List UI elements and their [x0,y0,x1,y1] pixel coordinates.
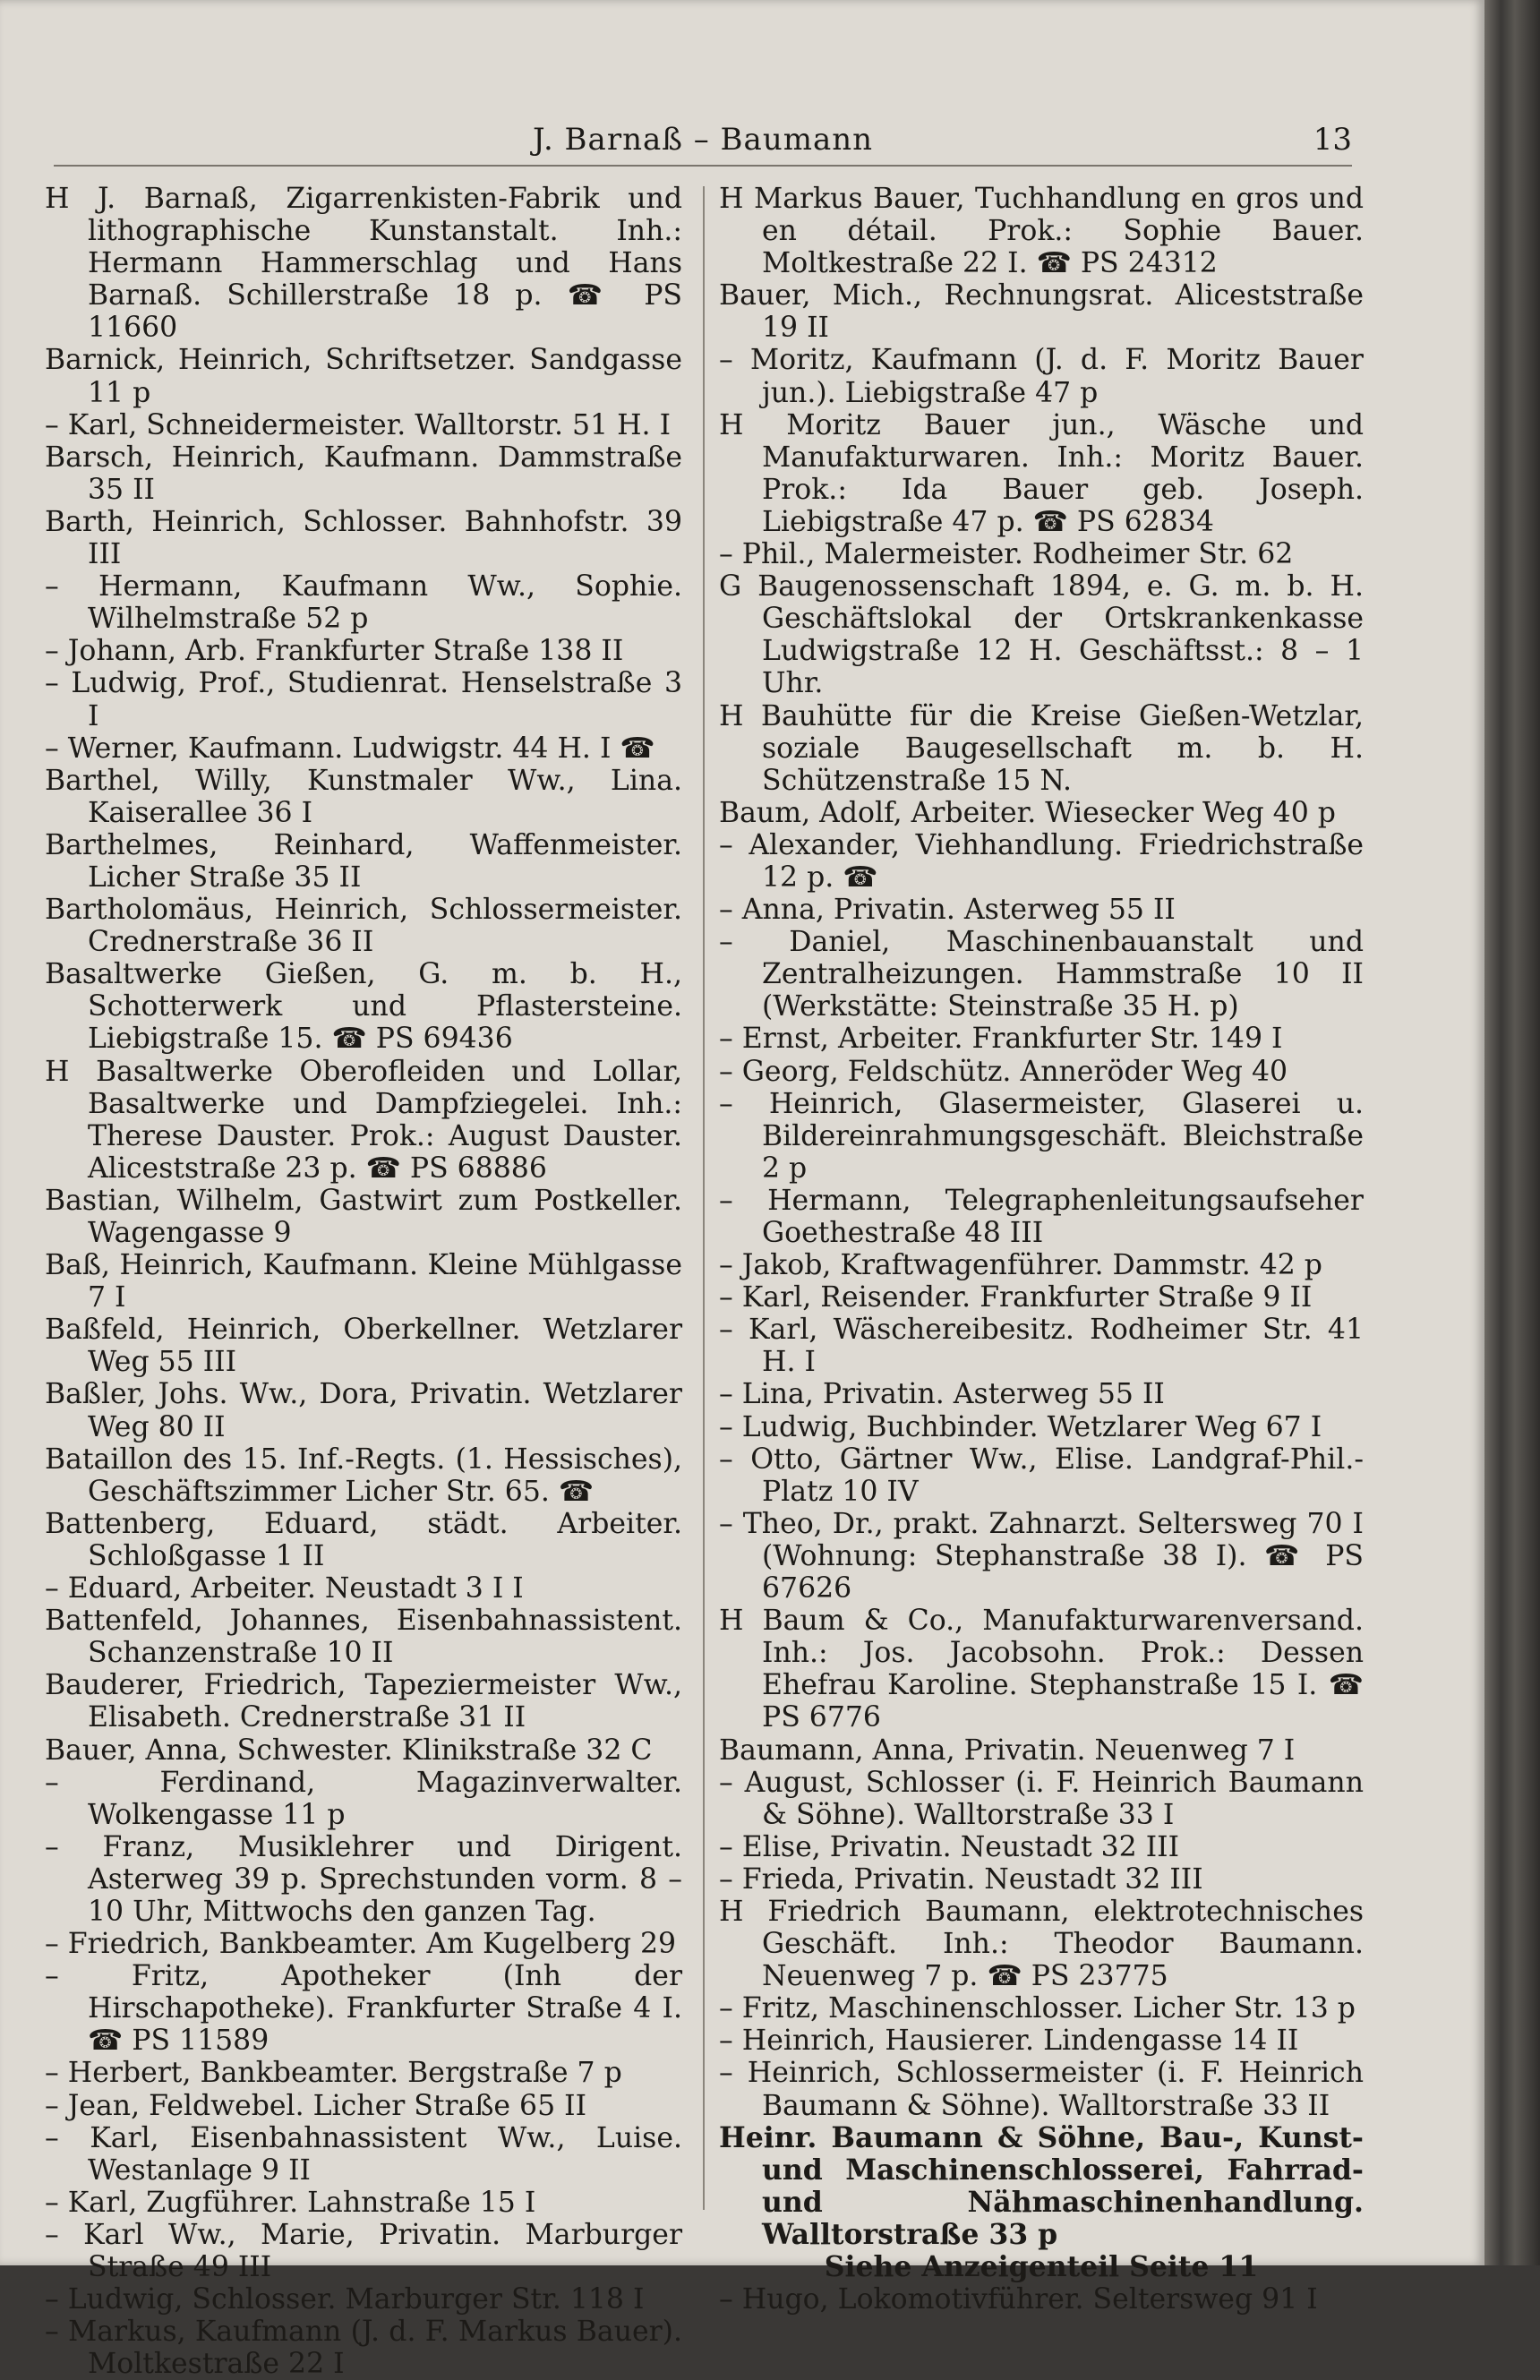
list-item: – Jean, Feldwebel. Licher Straße 65 II [45,2089,587,2122]
list-item: Bauderer, Friedrich, Tapeziermeister Ww., Elisabeth. Crednerstraße 31 II [45,1669,682,1734]
list-item: Bauer, Mich., Rechnungsrat. Aliceststraße 19 II [719,279,1364,345]
list-item: – Karl, Eisenbahnassistent Ww., Luise. Westanlage 9 II [45,2121,682,2187]
list-item: – Friedrich, Bankbeamter. Am Kugelberg 29 [45,1928,677,1961]
list-item: – Werner, Kaufmann. Ludwigstr. 44 H. I ☎ [45,732,655,765]
list-item: – Fritz, Maschinenschlosser. Licher Str. 13 p [719,1992,1356,2025]
list-item: Baß, Heinrich, Kaufmann. Kleine Mühlgasse 7 I [45,1249,682,1314]
list-item: H Markus Bauer, Tuchhandlung en gros und en détail. Prok.: Sophie Bauer. Moltkestraße 22 I. ☎ PS 24312 [719,183,1364,280]
list-item: Baumann, Anna, Privatin. Neuenweg 7 I [719,1734,1296,1767]
list-item: H J. Barnaß, Zigarrenkisten-Fabrik und lithographische Kunstanstalt. Inh.: Hermann Hammerschlag und Hans Barnaß. Schillerstraße 18 p. ☎ PS 11660 [45,183,682,345]
list-item: Bastian, Wilhelm, Gastwirt zum Postkeller. Wagengasse 9 [45,1184,682,1249]
list-item: H Baum & Co., Manufakturwarenversand. Inh.: Jos. Jacobsohn. Prok.: Dessen Ehefrau Karoline. Stephanstraße 15 I. ☎ PS 6776 [719,1605,1364,1734]
header-rule [54,165,1352,167]
list-item: – Moritz, Kaufmann (J. d. F. Moritz Bauer jun.). Liebigstraße 47 p [719,344,1364,409]
list-item: – Elise, Privatin. Neustadt 32 III [719,1830,1180,1863]
list-item: – Georg, Feldschütz. Anneröder Weg 40 [719,1055,1288,1088]
list-item: Barsch, Heinrich, Kaufmann. Dammstraße 35 II [45,441,682,506]
list-item: – Markus, Kaufmann (J. d. F. Markus Bauer). Moltkestraße 22 I [45,2316,682,2380]
left-column [45,183,682,2380]
page-header [54,115,1352,165]
list-item: H Moritz Bauer jun., Wäsche und Manufakturwaren. Inh.: Moritz Bauer. Prok.: Ida Bauer geb. Joseph. Liebigstraße 47 p. ☎ PS 62834 [719,408,1364,538]
page-title: J. Barnaß – Baumann [532,122,874,158]
list-item: – Theo, Dr., prakt. Zahnarzt. Seltersweg 70 I (Wohnung: Stephanstraße 38 I). ☎ PS 67626 [719,1507,1364,1605]
list-item: – Johann, Arb. Frankfurter Straße 138 II [45,635,624,668]
advertisement-reference: Siehe Anzeigenteil Seite 11 [824,2250,1259,2283]
list-item: Bartholomäus, Heinrich, Schlossermeister. Crednerstraße 36 II [45,894,682,959]
list-item: – Daniel, Maschinenbauanstalt und Zentralheizungen. Hammstraße 10 II (Werkstätte: Steinstraße 35 H. p) [719,926,1364,1023]
list-item: Baum, Adolf, Arbeiter. Wiesecker Weg 40 p [719,796,1336,829]
list-item: Battenfeld, Johannes, Eisenbahnassistent. Schanzenstraße 10 II [45,1605,682,1670]
list-item: – Ludwig, Prof., Studienrat. Henselstraße 3 I [45,667,682,732]
list-item: – Otto, Gärtner Ww., Elise. Landgraf-Phil.-Platz 10 IV [719,1443,1364,1508]
list-item: – Karl Ww., Marie, Privatin. Marburger Straße 49 III [45,2218,682,2283]
list-item: – August, Schlosser (i. F. Heinrich Baumann & Söhne). Walltorstraße 33 I [719,1766,1364,1831]
list-item: – Karl, Reisender. Frankfurter Straße 9 II [719,1281,1313,1314]
list-item: Barthel, Willy, Kunstmaler Ww., Lina. Kaiserallee 36 I [45,764,682,829]
list-item: – Phil., Malermeister. Rodheimer Str. 62 [719,538,1294,571]
list-item: G Baugenossenschaft 1894, e. G. m. b. H. Geschäftslokal der Ortskrankenkasse Ludwigstraße 12 H. Geschäftsst.: 8 – 1 Uhr. [719,570,1364,700]
column-divider [703,186,705,2210]
list-item: Bauer, Anna, Schwester. Klinikstraße 32 C [45,1734,653,1767]
list-item: – Heinrich, Glasermeister, Glaserei u. Bildereinrahmungsgeschäft. Bleichstraße 2 p [719,1087,1364,1185]
list-item: – Eduard, Arbeiter. Neustadt 3 I I [45,1572,524,1605]
page-number: 13 [1313,122,1352,158]
list-item: – Karl, Wäschereibesitz. Rodheimer Str. 41 H. I [719,1314,1364,1379]
list-item: – Alexander, Viehhandlung. Friedrichstraße 12 p. ☎ [719,828,1364,894]
list-item: – Hugo, Lokomotivführer. Seltersweg 91 I [719,2283,1318,2316]
list-item: – Karl, Zugführer. Lahnstraße 15 I [45,2186,536,2219]
list-item: Barthelmes, Reinhard, Waffenmeister. Licher Straße 35 II [45,828,682,894]
list-item: Battenberg, Eduard, städt. Arbeiter. Schloßgasse 1 II [45,1507,682,1572]
list-item: Basaltwerke Gießen, G. m. b. H., Schotterwerk und Pflastersteine. Liebigstraße 15. ☎ PS 69436 [45,958,682,1056]
list-item: – Hermann, Kaufmann Ww., Sophie. Wilhelmstraße 52 p [45,570,682,636]
list-item: – Franz, Musiklehrer und Dirigent. Asterweg 39 p. Sprechstunden vorm. 8 – 10 Uhr, Mittwochs den ganzen Tag. [45,1830,682,1928]
list-item: – Heinrich, Schlossermeister (i. F. Heinrich Baumann & Söhne). Walltorstraße 33 II [719,2057,1364,2122]
list-item: Baßler, Johs. Ww., Dora, Privatin. Wetzlarer Weg 80 II [45,1378,682,1443]
list-item: – Frieda, Privatin. Neustadt 32 III [719,1862,1203,1896]
list-item: Heinr. Baumann & Söhne, Bau-, Kunst- und Maschinenschlosserei, Fahrrad- und Nähmaschinenhandlung. Walltorstraße 33 p [719,2120,1364,2251]
list-item: H Friedrich Baumann, elektrotechnisches Geschäft. Inh.: Theodor Baumann. Neuenweg 7 p. ☎ PS 23775 [719,1895,1364,1993]
list-item: H Bauhütte für die Kreise Gießen-Wetzlar, soziale Baugesellschaft m. b. H. Schützenstraße 15 N. [719,699,1364,797]
list-item: – Anna, Privatin. Asterweg 55 II [719,894,1176,927]
list-item: – Ludwig, Buchbinder. Wetzlarer Weg 67 I [719,1410,1322,1443]
list-item: – Karl, Schneidermeister. Walltorstr. 51 H. I [45,408,672,441]
list-item: Barth, Heinrich, Schlosser. Bahnhofstr. 39 III [45,505,682,571]
list-item: – Lina, Privatin. Asterweg 55 II [719,1378,1165,1411]
list-item: – Ernst, Arbeiter. Frankfurter Str. 149 I [719,1023,1283,1056]
list-item: – Fritz, Apotheker (Inh der Hirschapotheke). Frankfurter Straße 4 I. ☎ PS 11589 [45,1960,682,2058]
list-item: – Ferdinand, Magazinverwalter. Wolkengasse 11 p [45,1766,682,1831]
right-column [719,183,1364,2316]
book-spine-edge [1484,0,1540,2265]
list-item: Barnick, Heinrich, Schriftsetzer. Sandgasse 11 p [45,344,682,409]
list-item: Bataillon des 15. Inf.-Regts. (1. Hessisches), Geschäftszimmer Licher Str. 65. ☎ [45,1443,682,1508]
list-item: – Jakob, Kraftwagenführer. Dammstr. 42 p [719,1249,1322,1282]
list-item: – Ludwig, Schlosser. Marburger Str. 118 I [45,2283,645,2316]
list-item: – Herbert, Bankbeamter. Bergstraße 7 p [45,2057,622,2090]
list-item: – Heinrich, Hausierer. Lindengasse 14 II [719,2025,1299,2058]
list-item: Baßfeld, Heinrich, Oberkellner. Wetzlarer Weg 55 III [45,1314,682,1379]
list-item: H Basaltwerke Oberofleiden und Lollar, Basaltwerke und Dampfziegelei. Inh.: Therese Dauster. Prok.: August Dauster. Aliceststraße 23 p. ☎ PS 68886 [45,1055,682,1185]
list-item: – Hermann, Telegraphenleitungsaufseher Goethestraße 48 III [719,1184,1364,1249]
